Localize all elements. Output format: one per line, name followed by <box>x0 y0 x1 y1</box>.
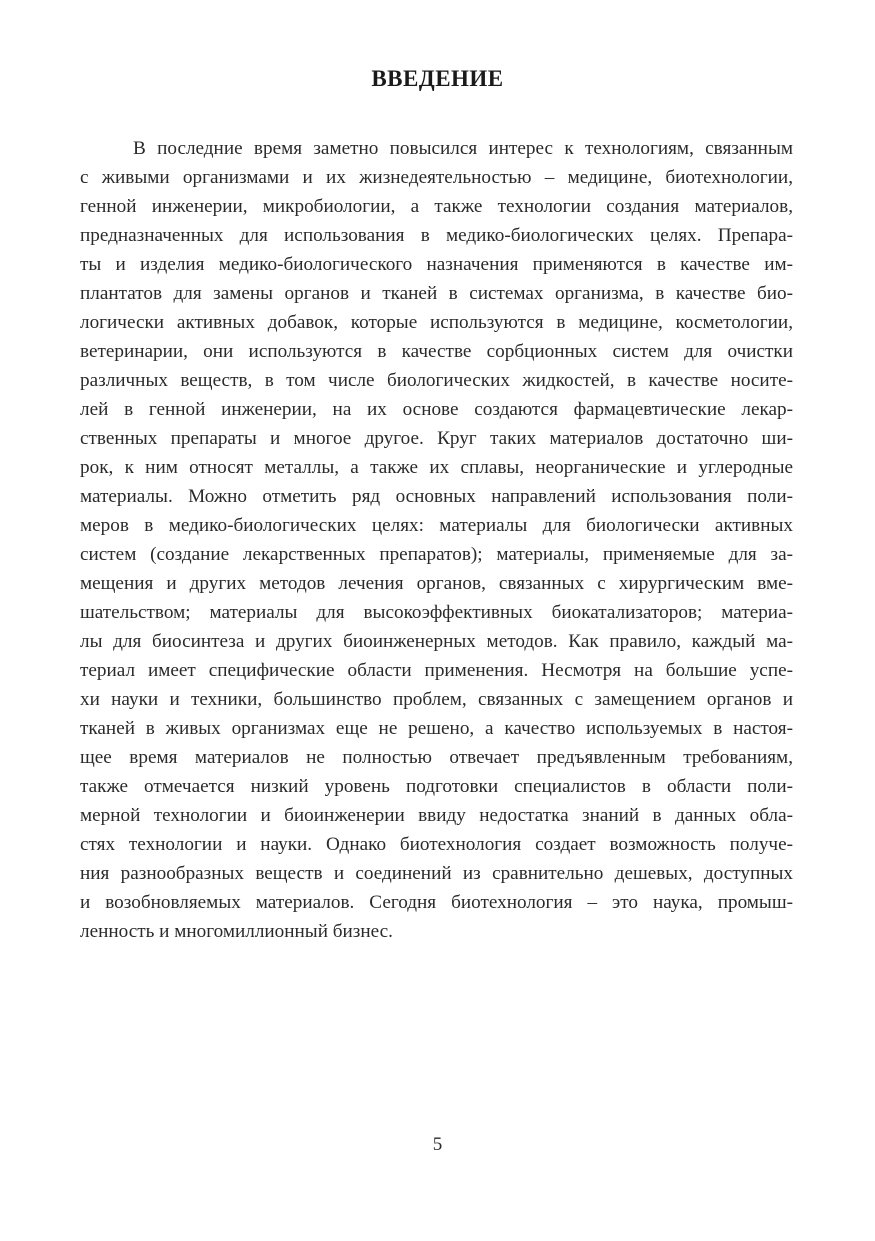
text-line: меров в медико-биологических целях: материалы для биологически активных <box>80 515 793 536</box>
text-line: стях технологии и науки. Однако биотехнология создает возможность получе- <box>80 834 793 855</box>
text-line: тканей в живых организмах еще не решено, а качество используемых в настоя- <box>80 718 793 739</box>
text-line: различных веществ, в том числе биологических жидкостей, в качестве носите- <box>80 370 793 391</box>
text-line: логически активных добавок, которые используются в медицине, косметологии, <box>80 312 793 333</box>
body-paragraph <box>80 134 793 946</box>
text-line: лы для биосинтеза и других биоинженерных методов. Как правило, каждый ма- <box>80 631 793 652</box>
text-line: плантатов для замены органов и тканей в системах организма, в качестве био- <box>80 283 793 304</box>
text-line: мещения и других методов лечения органов, связанных с хирургическим вме- <box>80 573 793 594</box>
text-line: шательством; материалы для высокоэффективных биокатализаторов; материа- <box>80 602 793 623</box>
page-title: ВВЕДЕНИЕ <box>371 66 504 91</box>
text-line: мерной технологии и биоинженерии ввиду недостатка знаний в данных обла- <box>80 805 793 826</box>
text-line: материалы. Можно отметить ряд основных направлений использования поли- <box>80 486 793 507</box>
text-line: лей в генной инженерии, на их основе создаются фармацевтические лекар- <box>80 399 793 420</box>
text-line: систем (создание лекарственных препаратов); материалы, применяемые для за- <box>80 544 793 565</box>
text-line: щее время материалов не полностью отвечает предъявленным требованиям, <box>80 747 793 768</box>
text-line: териал имеет специфические области применения. Несмотря на большие успе- <box>80 660 793 681</box>
text-line: хи науки и техники, большинство проблем, связанных с замещением органов и <box>80 689 793 710</box>
text-line: ния разнообразных веществ и соединений из сравнительно дешевых, доступных <box>80 863 793 884</box>
text-line: ветеринарии, они используются в качестве сорбционных систем для очистки <box>80 341 793 362</box>
text-line: ственных препараты и многое другое. Круг таких материалов достаточно ши- <box>80 428 793 449</box>
text-line: и возобновляемых материалов. Сегодня биотехнология – это наука, промыш- <box>80 892 793 913</box>
text-line: генной инженерии, микробиологии, а также технологии создания материалов, <box>80 196 793 217</box>
text-line: предназначенных для использования в медико-биологических целях. Препара- <box>80 225 793 246</box>
text-line: В последние время заметно повысился интерес к технологиям, связанным <box>133 138 793 159</box>
text-line: также отмечается низкий уровень подготовки специалистов в области поли- <box>80 776 793 797</box>
text-line: ленность и многомиллионный бизнес. <box>80 921 393 942</box>
text-line: с живыми организмами и их жизнедеятельностью – медицине, биотехнологии, <box>80 167 793 188</box>
page-number: 5 <box>432 1134 443 1155</box>
text-line: рок, к ним относят металлы, а также их сплавы, неорганические и углеродные <box>80 457 793 478</box>
text-line: ты и изделия медико-биологического назначения применяются в качестве им- <box>80 254 793 275</box>
